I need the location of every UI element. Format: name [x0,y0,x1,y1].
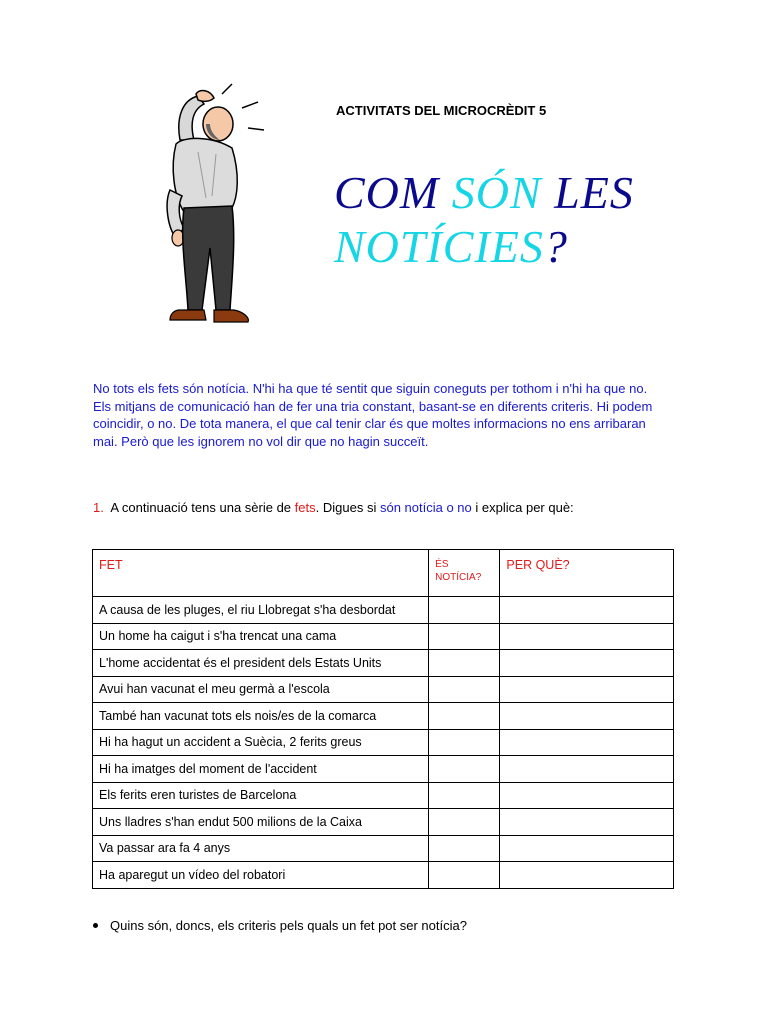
answer-cell-es-noticia[interactable] [429,703,500,730]
question-1 [93,500,574,515]
answer-cell-es-noticia[interactable] [429,756,500,783]
answer-cell-per-que[interactable] [500,782,674,809]
fact-cell: A causa de les pluges, el riu Llobregat s'ha desbordat [93,597,429,624]
table-row [93,862,674,889]
page-title-line-1 [334,167,634,218]
table-row [93,650,674,677]
answer-cell-es-noticia[interactable] [429,729,500,756]
fact-cell: Els ferits eren turistes de Barcelona [93,782,429,809]
answer-cell-es-noticia[interactable] [429,597,500,624]
page-title-line-2 [334,221,568,272]
header-per-que: PER QUÈ? [500,550,674,597]
fact-cell: Ha aparegut un vídeo del robatori [93,862,429,889]
answer-cell-per-que[interactable] [500,835,674,862]
answer-cell-per-que[interactable] [500,809,674,836]
header-es-noticia [429,550,500,597]
title-word-les: LES [554,167,634,218]
answer-cell-es-noticia[interactable] [429,782,500,809]
facts-table [92,549,674,889]
answer-cell-es-noticia[interactable] [429,676,500,703]
question-highlight-noticia: són notícia o no [379,500,472,515]
activity-header: ACTIVITATS DEL MICROCRÈDIT 5 [336,103,547,118]
title-word-noticies: NOTÍCIES [334,221,544,272]
header-es: ÉS [435,559,449,570]
thinking-man-icon [140,78,270,328]
header-fet: FET [93,550,429,597]
bullet-text: Quins són, doncs, els criteris pels quals un fet pot ser notícia? [110,918,467,933]
answer-cell-per-que[interactable] [500,703,674,730]
intro-line: coincidir, o no. De tota manera, el que cal tenir clar és que moltes informacions no ens arribaran [93,416,646,431]
fact-cell: Uns lladres s'han endut 500 milions de la Caixa [93,809,429,836]
answer-cell-per-que[interactable] [500,676,674,703]
fact-cell: Avui han vacunat el meu germà a l'escola [93,676,429,703]
answer-cell-es-noticia[interactable] [429,835,500,862]
table-row [93,676,674,703]
bullet-question [93,918,467,933]
title-word-com: COM [334,167,440,218]
fact-cell: Va passar ara fa 4 anys [93,835,429,862]
answer-cell-per-que[interactable] [500,597,674,624]
answer-cell-per-que[interactable] [500,623,674,650]
answer-cell-per-que[interactable] [500,756,674,783]
fact-cell: Hi ha hagut un accident a Suècia, 2 ferits greus [93,729,429,756]
intro-line: No tots els fets són notícia. N'hi ha que té sentit que siguin coneguts per tothom i n'hi ha que no. [93,381,648,396]
table-row [93,729,674,756]
bullet-dot-icon [93,923,98,928]
answer-cell-es-noticia[interactable] [429,809,500,836]
table-row [93,597,674,624]
question-number: 1. [93,500,104,515]
title-question-mark: ? [543,221,568,272]
answer-cell-es-noticia[interactable] [429,862,500,889]
answer-cell-es-noticia[interactable] [429,650,500,677]
intro-paragraph [93,380,683,450]
answer-cell-es-noticia[interactable] [429,623,500,650]
answer-cell-per-que[interactable] [500,862,674,889]
header-noticia: NOTÍCIA? [435,572,482,583]
table-row [93,782,674,809]
question-highlight-fets: fets [294,500,316,515]
question-text: A continuació tens una sèrie de [110,500,292,515]
table-row [93,756,674,783]
title-word-son: SÓN [451,167,542,218]
table-row [93,809,674,836]
intro-line: Els mitjans de comunicació han de fer una tria constant, basant-se en diferents criteris. Hi podem [93,398,653,414]
answer-cell-per-que[interactable] [500,729,674,756]
answer-cell-per-que[interactable] [500,650,674,677]
table-row [93,623,674,650]
fact-cell: Hi ha imatges del moment de l'accident [93,756,429,783]
fact-cell: L'home accidentat és el president dels Estats Units [93,650,429,677]
fact-cell: Un home ha caigut i s'ha trencat una cama [93,623,429,650]
table-row [93,703,674,730]
fact-cell: També han vacunat tots els nois/es de la comarca [93,703,429,730]
intro-line: mai. Però que les ignorem no vol dir que no hagin succeït. [93,433,429,449]
question-text: . Digues si [315,500,377,515]
table-row [93,835,674,862]
question-text: i explica per què: [475,500,574,515]
table-header-row [93,550,674,597]
